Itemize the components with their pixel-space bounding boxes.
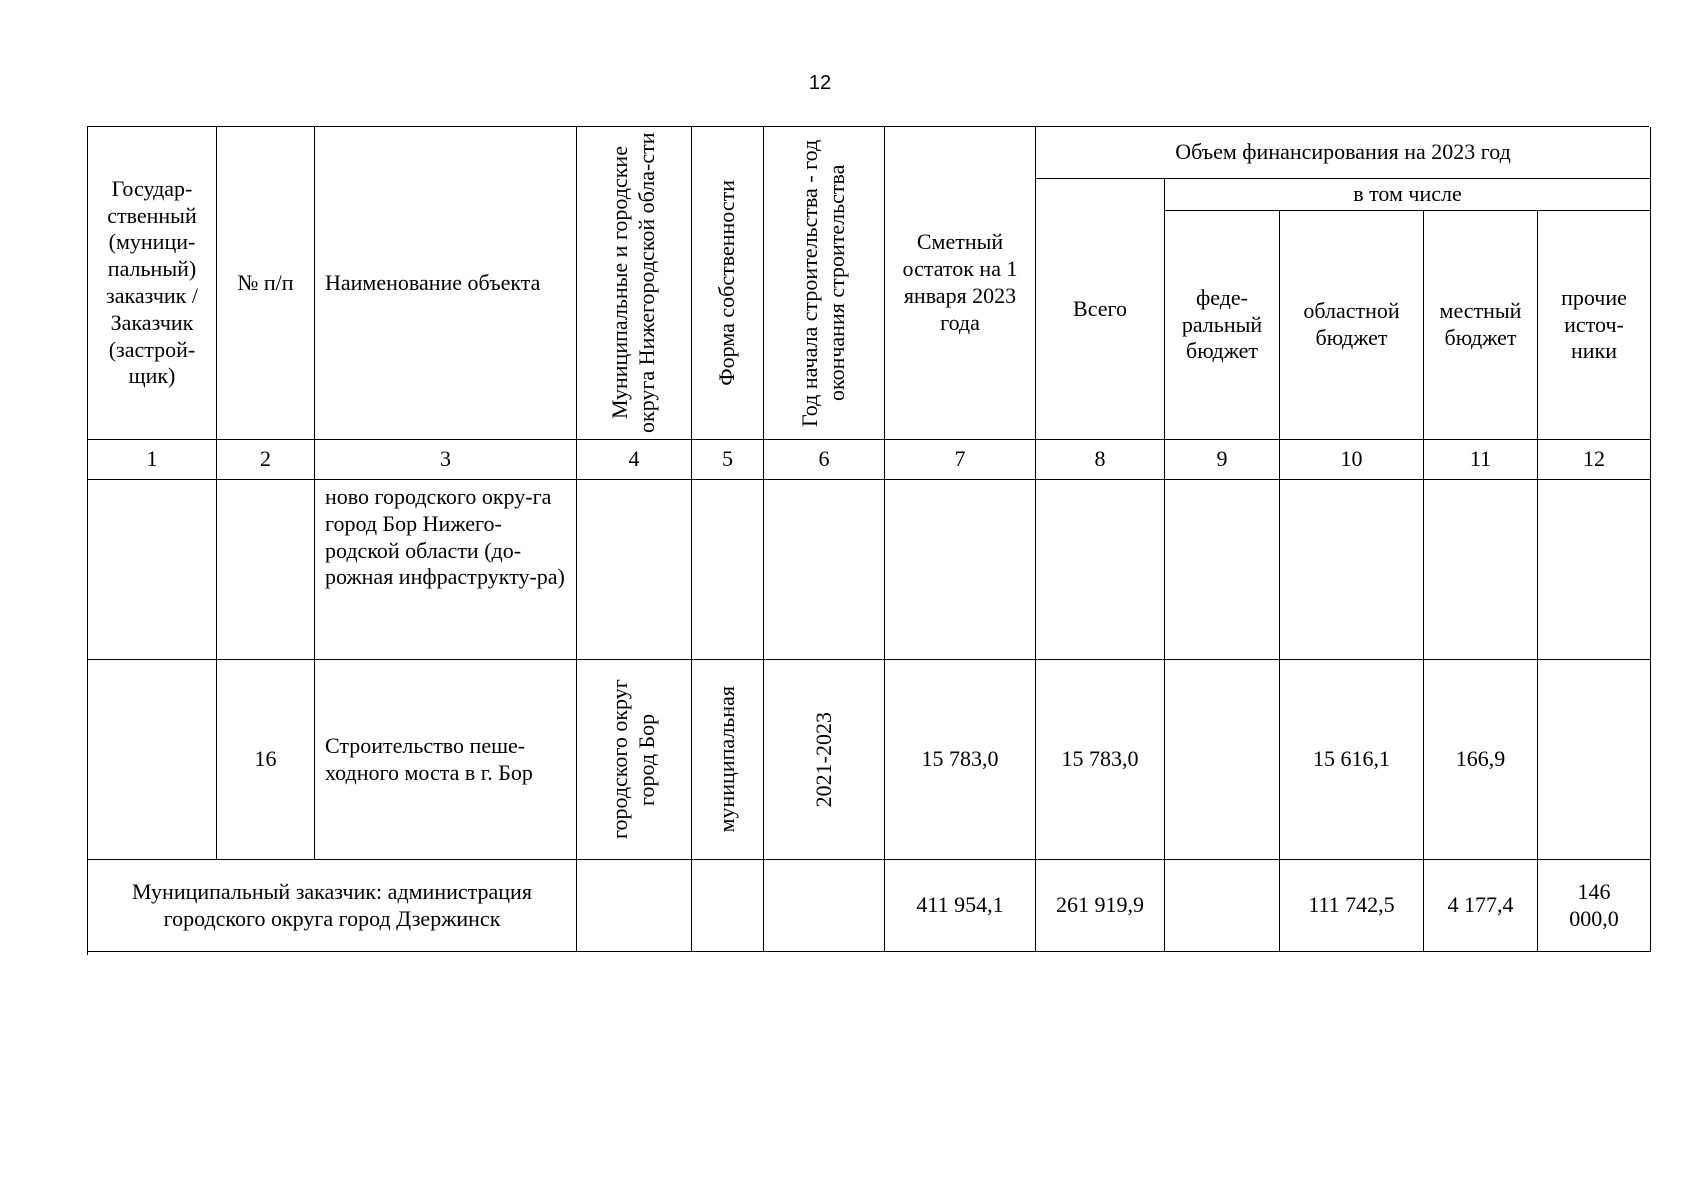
summary-total: 261 919,9 — [1036, 860, 1165, 952]
row-municipality — [577, 480, 692, 660]
summary-municipality — [577, 860, 692, 952]
column-number: 1 — [88, 440, 217, 480]
column-number: 4 — [577, 440, 692, 480]
column-number: 11 — [1424, 440, 1538, 480]
row-ownership-cell — [692, 660, 764, 860]
row-municipality: городского округ город Бор — [607, 679, 659, 840]
row-local: 166,9 — [1424, 660, 1538, 860]
header-years: Год начала строительства - год окончания строительства — [797, 139, 849, 427]
row-object-name: ново городского окру-га город Бор Нижего-родской области (до-рожная инфраструкту-ра) — [315, 480, 577, 660]
header-municipality: Муниципальные и городские округа Нижегородской обла-сти — [607, 132, 659, 434]
row-regional — [1280, 480, 1424, 660]
page-number: 12 — [808, 72, 832, 94]
row-number — [217, 480, 315, 660]
row-other — [1538, 480, 1651, 660]
column-number: 3 — [315, 440, 577, 480]
column-number: 2 — [217, 440, 315, 480]
header-funding: Объем финансирования на 2023 год — [1036, 127, 1651, 179]
header-customer: Государ-ственный (муници-пальный) заказчик / Заказчик (застрой-щик) — [88, 127, 217, 440]
row-years-cell — [764, 660, 885, 860]
summary-years — [764, 860, 885, 952]
summary-ownership — [692, 860, 764, 952]
header-estimate-balance: Сметный остаток на 1 января 2023 года — [885, 127, 1036, 440]
row-federal — [1165, 660, 1280, 860]
header-years-cell — [764, 127, 885, 440]
header-federal: феде-ральный бюджет — [1165, 211, 1280, 440]
header-total: Всего — [1036, 179, 1165, 440]
summary-other: 146 000,0 — [1538, 860, 1651, 952]
summary-local: 4 177,4 — [1424, 860, 1538, 952]
header-number: № п/п — [217, 127, 315, 440]
row-municipality-cell — [577, 660, 692, 860]
row-estimate-balance — [885, 480, 1036, 660]
row-total — [1036, 480, 1165, 660]
row-number: 16 — [217, 660, 315, 860]
row-object-name: Строительство пеше-ходного моста в г. Бор — [315, 660, 577, 860]
row-years: 2021-2023 — [810, 711, 836, 808]
column-number: 9 — [1165, 440, 1280, 480]
row-total: 15 783,0 — [1036, 660, 1165, 860]
header-regional: областной бюджет — [1280, 211, 1424, 440]
header-other: прочие источ-ники — [1538, 211, 1651, 440]
column-number: 7 — [885, 440, 1036, 480]
header-local: местный бюджет — [1424, 211, 1538, 440]
row-customer — [88, 660, 217, 860]
row-local — [1424, 480, 1538, 660]
financing-table — [87, 126, 1649, 955]
column-number: 8 — [1036, 440, 1165, 480]
header-municipality-cell — [577, 127, 692, 440]
row-other — [1538, 660, 1651, 860]
column-number: 6 — [764, 440, 885, 480]
row-ownership: муниципальная — [714, 686, 740, 833]
header-ownership: Форма собственности — [714, 180, 740, 386]
summary-federal — [1165, 860, 1280, 952]
header-ownership-cell — [692, 127, 764, 440]
column-number: 10 — [1280, 440, 1424, 480]
column-number: 12 — [1538, 440, 1651, 480]
row-years — [764, 480, 885, 660]
summary-regional: 111 742,5 — [1280, 860, 1424, 952]
summary-label: Муниципальный заказчик: администрация городского округа город Дзержинск — [88, 860, 577, 952]
column-number: 5 — [692, 440, 764, 480]
header-including: в том числе — [1165, 179, 1651, 211]
row-ownership — [692, 480, 764, 660]
row-regional: 15 616,1 — [1280, 660, 1424, 860]
header-object-name: Наименование объекта — [315, 127, 577, 440]
row-estimate-balance: 15 783,0 — [885, 660, 1036, 860]
summary-estimate-balance: 411 954,1 — [885, 860, 1036, 952]
row-customer — [88, 480, 217, 660]
row-federal — [1165, 480, 1280, 660]
